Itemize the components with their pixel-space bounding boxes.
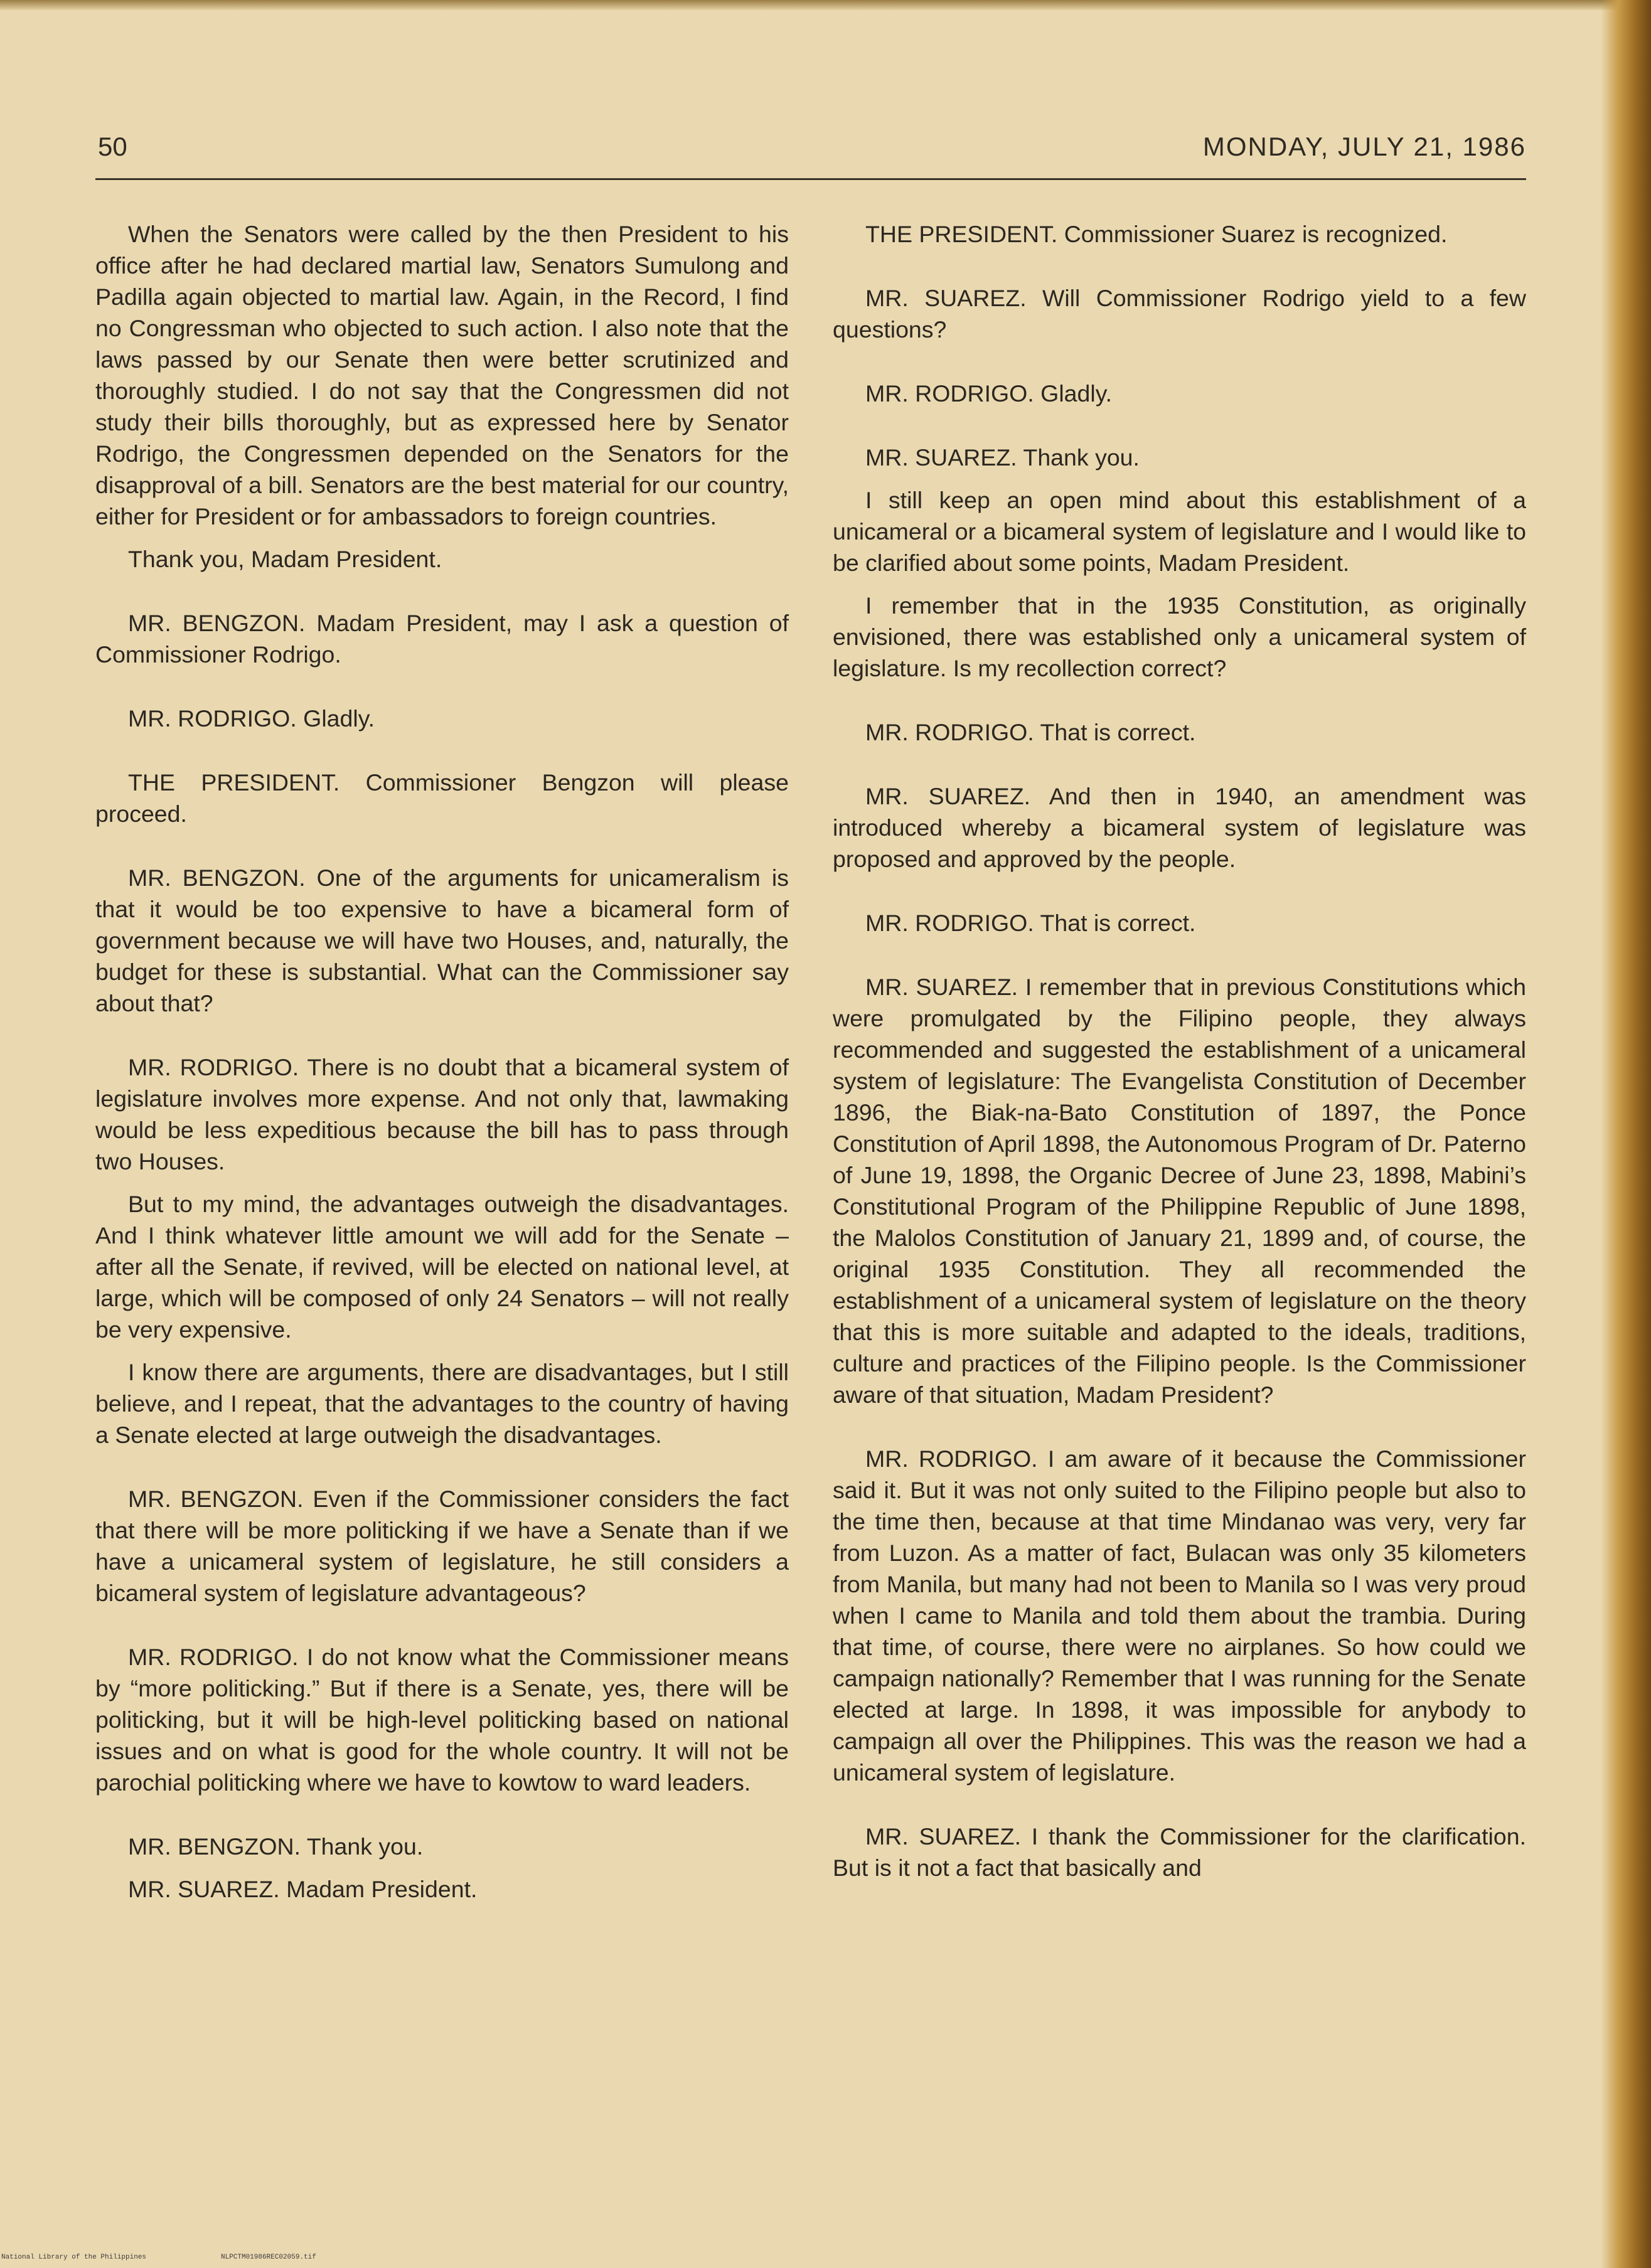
paragraph: MR. SUAREZ. Thank you. [865,444,1140,471]
paragraph: MR. SUAREZ. I thank the Commissioner for the clarification. But is it not a fact that basically and [833,1823,1526,1881]
paragraph: Thank you, Madam President. [128,546,442,572]
page-binding-shadow [1601,0,1651,2268]
paragraph: MR. RODRIGO. Gladly. [865,380,1113,407]
paragraph: MR. RODRIGO. I do not know what the Commissioner means by “more politicking.” But if there is a Senate, yes, there will be politicking, but it will be high-level politicking based on national issues and on what is good for the whole country. It will not be parochial politicking where we have to kowtow to ward leaders. [95,1644,789,1796]
paragraph: MR. BENGZON. Thank you. [128,1833,424,1860]
paragraph: MR. SUAREZ. Will Commissioner Rodrigo yield to a few questions? [833,285,1526,343]
running-head [95,125,1526,169]
paragraph: MR. SUAREZ. I remember that in previous Constitutions which were promulgated by the Filipino people, they always recommended and suggested the establishment of a unicameral system of legislature: The Evangelista Constitution of December 1896, the Biak-na-Bato Constitution of 1897, the Ponce Constitution of April 1898, the Autonomous Program of Dr. Paterno of June 19, 1898, the Organic Decree of June 23, 1898, Mabini’s Constitutional Program of the Philippine Republic of June 1898, the Malolos Constitution of January 21, 1899 and, of course, the original 1935 Constitution. They all recommended the establishment of a unicameral system of legislature on the theory that this is more suitable and adapted to the ideals, traditions, culture and practices of the Filipino people. Is the Commissioner aware of that situation, Madam President? [833,974,1526,1408]
paragraph: But to my mind, the advantages outweigh the disadvantages. And I think whatever little amount we will add for the Senate – after all the Senate, if revived, will be elected on national level, at large, which will be composed of only 24 Senators – will not really be very expensive. [95,1191,789,1343]
page-number: 50 [98,132,127,161]
paragraph: THE PRESIDENT. Commissioner Bengzon will please proceed. [95,769,789,827]
paragraph: MR. BENGZON. Madam President, may I ask a question of Commissioner Rodrigo. [95,610,789,668]
right-column [833,218,1526,1895]
paragraph: MR. RODRIGO. Gladly. [128,705,375,732]
paragraph: MR. RODRIGO. There is no doubt that a bicameral system of legislature involves more expense. And not only that, lawmaking would be less expeditious because the bill has to pass through two Houses. [95,1054,789,1174]
page-date: MONDAY, JULY 21, 1986 [1202,132,1526,161]
scan-file-id: NLPCTM01986REC02059.tif [221,2254,316,2261]
paragraph: I remember that in the 1935 Constitution, as originally envisioned, there was established only a unicameral system of legislature. Is my recollection correct? [833,592,1526,681]
paragraph: MR. SUAREZ. And then in 1940, an amendment was introduced whereby a bicameral system of legislature was proposed and approved by the people. [833,783,1526,872]
header-rule [95,178,1526,180]
paragraph: I still keep an open mind about this establishment of a unicameral or a bicameral system of legislature and I would like to be clarified about some points, Madam President. [833,487,1526,576]
paragraph: MR. SUAREZ. Madam President. [128,1876,478,1902]
paragraph: MR. RODRIGO. That is correct. [865,719,1196,745]
scan-library-label: National Library of the Philippines [1,2254,147,2261]
paragraph: MR. RODRIGO. That is correct. [865,910,1196,936]
paragraph: THE PRESIDENT. Commissioner Suarez is recognized. [865,221,1448,247]
paragraph: I know there are arguments, there are disadvantages, but I still believe, and I repeat, that the advantages to the country of having a Senate elected at large outweigh the disadvantages. [95,1359,789,1448]
paragraph: MR. RODRIGO. I am aware of it because the Commissioner said it. But it was not only suited to the Filipino people but also to the time then, because at that time Mindanao was very, very far from Luzon. As a matter of fact, Bulacan was only 35 kilometers from Manila, but many had not been to Manila so I was very proud when I came to Manila and told them about the trambia. During that time, of course, there were no airplanes. So how could we campaign nationally? Remember that I was running for the Senate elected at large. In 1898, it was impossible for anybody to campaign all over the Philippines. This was the reason we had a unicameral system of legislature. [833,1445,1526,1786]
paragraph: MR. BENGZON. One of the arguments for unicameralism is that it would be too expensive to have a bicameral form of government because we will have two Houses, and, naturally, the budget for these is substantial. What can the Commissioner say about that? [95,865,789,1016]
paragraph: When the Senators were called by the then President to his office after he had declared martial law, Senators Sumulong and Padilla again objected to martial law. Again, in the Record, I find no Congressman who objected to such action. I also note that the laws passed by our Senate then were better scrutinized and thoroughly studied. I do not say that the Congressmen did not study their bills thoroughly, but as expressed here by Senator Rodrigo, the Congressmen depended on the Senators for the disapproval of a bill. Senators are the best material for our country, either for President or for ambassadors to foreign countries. [95,221,789,530]
paragraph: MR. BENGZON. Even if the Commissioner considers the fact that there will be more politicking if we have a Senate than if we have a unicameral system of legislature, he still considers a bicameral system of legislature advantageous? [95,1486,789,1606]
left-column [95,218,789,1916]
